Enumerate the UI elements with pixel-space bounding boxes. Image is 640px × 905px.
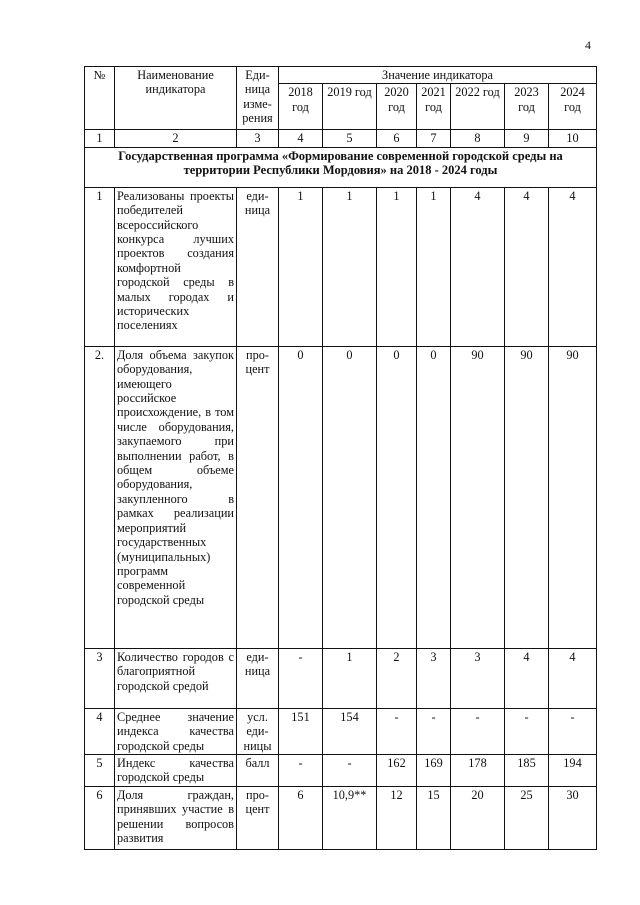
table-row: [85, 648, 597, 708]
value-cell: 90: [505, 346, 549, 648]
value-cell: 154: [323, 708, 377, 754]
header-year: 2020 год: [377, 84, 417, 130]
row-number: 4: [85, 708, 115, 754]
unit-cell: еди-ница: [237, 187, 279, 346]
header-year: 2024 год: [549, 84, 597, 130]
value-cell: 20: [451, 787, 505, 850]
value-cell: 0: [377, 346, 417, 648]
column-number-row: [85, 130, 597, 147]
value-cell: 4: [549, 648, 597, 708]
value-cell: 1: [323, 648, 377, 708]
value-cell: 90: [549, 346, 597, 648]
value-cell: 169: [417, 755, 451, 787]
indicator-table: [84, 66, 597, 850]
unit-cell: балл: [237, 755, 279, 787]
value-cell: 194: [549, 755, 597, 787]
value-cell: -: [323, 755, 377, 787]
value-cell: 90: [451, 346, 505, 648]
section-title-row: [85, 147, 597, 187]
header-value-group: Значение индикатора: [279, 67, 597, 84]
value-cell: 2: [377, 648, 417, 708]
header-num: №: [85, 67, 115, 130]
table-row: [85, 787, 597, 850]
value-cell: -: [549, 708, 597, 754]
value-cell: 25: [505, 787, 549, 850]
column-number: 3: [237, 130, 279, 147]
value-cell: 151: [279, 708, 323, 754]
value-cell: 178: [451, 755, 505, 787]
table-row: [85, 346, 597, 648]
column-number: 9: [505, 130, 549, 147]
column-number: 10: [549, 130, 597, 147]
value-cell: 3: [451, 648, 505, 708]
unit-cell: усл. еди-ницы: [237, 708, 279, 754]
row-number: 5: [85, 755, 115, 787]
unit-cell: про-цент: [237, 346, 279, 648]
header-year: 2023 год: [505, 84, 549, 130]
value-cell: 4: [505, 187, 549, 346]
value-cell: 6: [279, 787, 323, 850]
value-cell: 30: [549, 787, 597, 850]
value-cell: 1: [417, 187, 451, 346]
indicator-name: Среднее значение индекса качества городской среды: [115, 708, 237, 754]
row-number: 6: [85, 787, 115, 850]
row-number: 3: [85, 648, 115, 708]
header-year: 2018 год: [279, 84, 323, 130]
indicator-name: Индекс качества городской среды: [115, 755, 237, 787]
value-cell: 4: [549, 187, 597, 346]
value-cell: 4: [451, 187, 505, 346]
page-number: 4: [585, 38, 591, 52]
value-cell: 4: [505, 648, 549, 708]
column-number: 2: [115, 130, 237, 147]
row-number: 1: [85, 187, 115, 346]
value-cell: 10,9**: [323, 787, 377, 850]
column-number: 8: [451, 130, 505, 147]
value-cell: -: [377, 708, 417, 754]
value-cell: 15: [417, 787, 451, 850]
value-cell: 3: [417, 648, 451, 708]
column-number: 4: [279, 130, 323, 147]
column-number: 7: [417, 130, 451, 147]
indicator-name: Доля граждан, принявших участие в решении вопросов развития: [115, 787, 237, 850]
value-cell: 1: [377, 187, 417, 346]
value-cell: 0: [323, 346, 377, 648]
value-cell: 1: [323, 187, 377, 346]
value-cell: 1: [279, 187, 323, 346]
header-row: [85, 67, 597, 84]
value-cell: -: [451, 708, 505, 754]
header-year: 2021 год: [417, 84, 451, 130]
section-title: Государственная программа «Формирование современной городской среды на территории Республики Мордовия» на 2018 - 2024 годы: [85, 147, 597, 187]
unit-cell: еди-ница: [237, 648, 279, 708]
column-number: 6: [377, 130, 417, 147]
table-row: [85, 708, 597, 754]
value-cell: 12: [377, 787, 417, 850]
value-cell: 162: [377, 755, 417, 787]
header-year: 2019 год: [323, 84, 377, 130]
unit-cell: про-цент: [237, 787, 279, 850]
indicator-name: Реализованы проекты победителей всероссийского конкурса лучших проектов создания комфортной городской среды в малых городах и исторических поселениях: [115, 187, 237, 346]
value-cell: -: [279, 755, 323, 787]
indicator-name: Доля объема закупок оборудования, имеющего российское происхождение, в том числе оборудования, закупаемого при выполнении работ, в общем объеме оборудования, закупленного в рамках реализации мероприятий государственных (муниципальных) программ современной городской среды: [115, 346, 237, 648]
value-cell: -: [279, 648, 323, 708]
column-number: 1: [85, 130, 115, 147]
header-year: 2022 год: [451, 84, 505, 130]
row-number: 2.: [85, 346, 115, 648]
value-cell: 0: [279, 346, 323, 648]
value-cell: 185: [505, 755, 549, 787]
value-cell: -: [505, 708, 549, 754]
value-cell: 0: [417, 346, 451, 648]
table-row: [85, 755, 597, 787]
header-unit: Еди-ница изме-рения: [237, 67, 279, 130]
column-number: 5: [323, 130, 377, 147]
value-cell: -: [417, 708, 451, 754]
table-row: [85, 187, 597, 346]
indicator-name: Количество городов с благоприятной городской средой: [115, 648, 237, 708]
header-name: Наименование индикатора: [115, 67, 237, 130]
